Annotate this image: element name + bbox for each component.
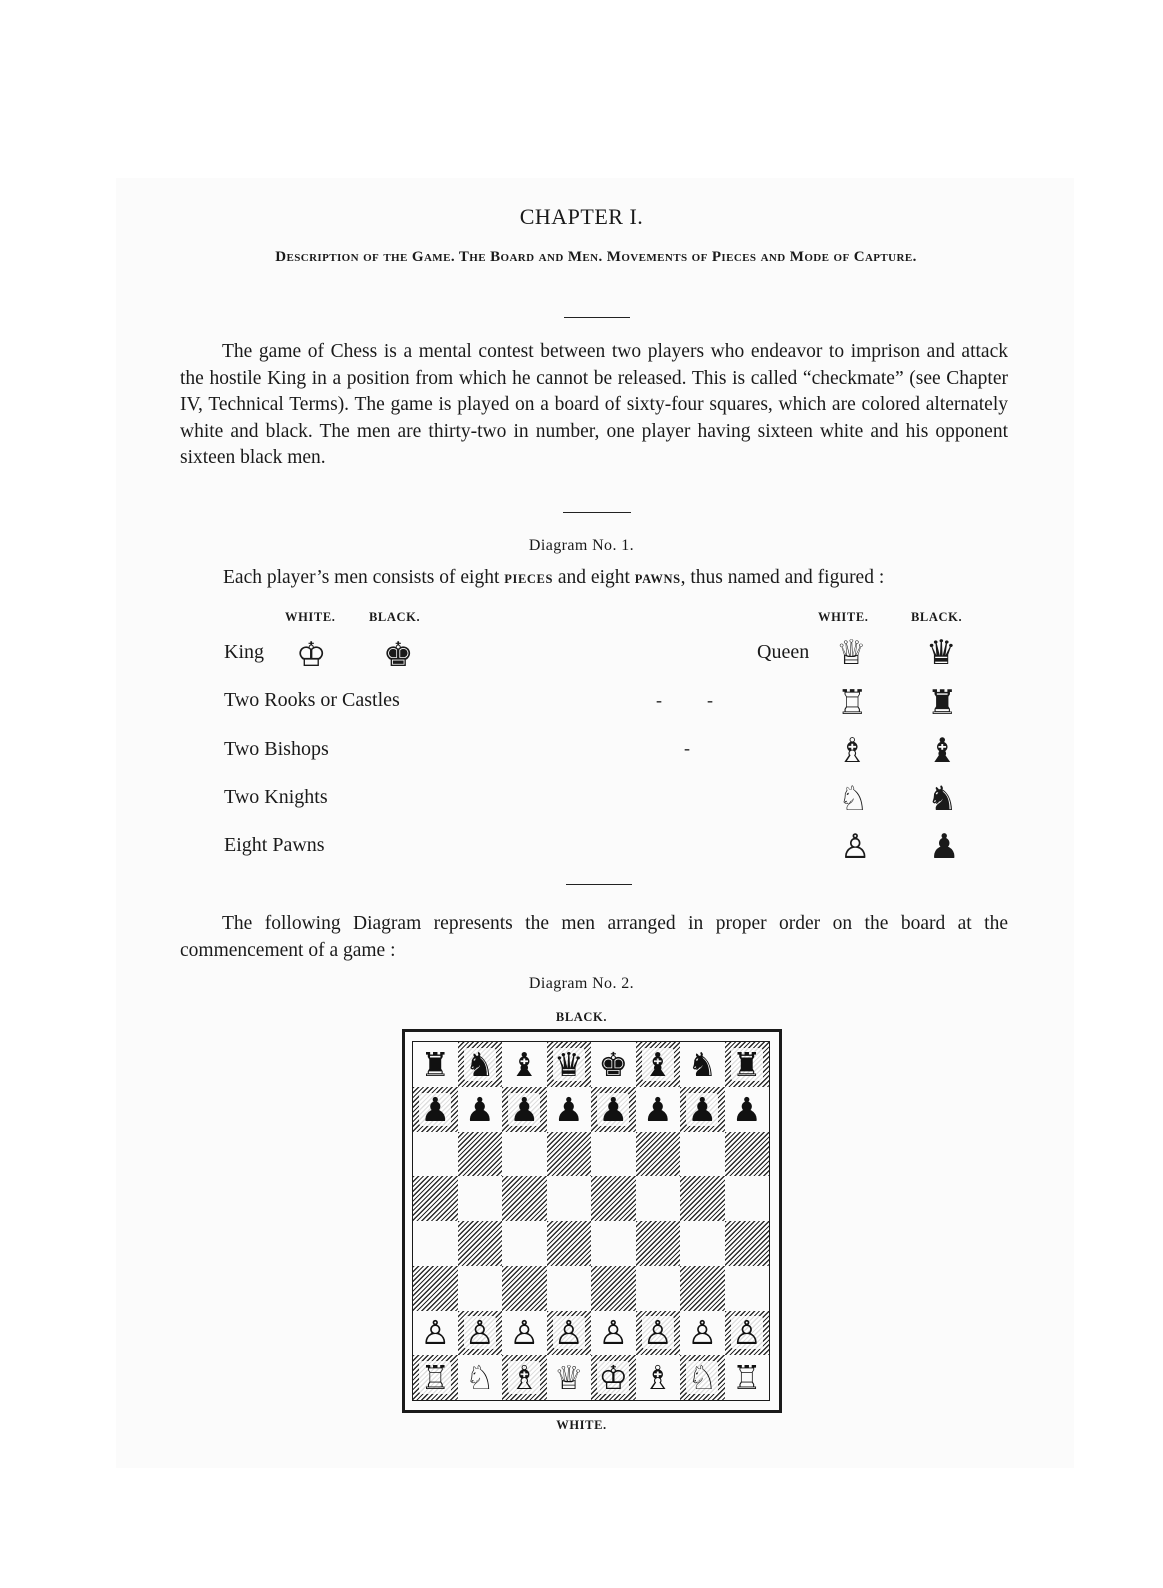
chess-piece-icon: ♙: [420, 1313, 451, 1353]
board-square-d3: [547, 1266, 592, 1311]
board-square-a1: [413, 1355, 458, 1400]
chess-piece-icon: ♘: [687, 1358, 718, 1398]
chess-piece-icon: ♟: [553, 1089, 584, 1129]
board-square-b2: [458, 1311, 503, 1356]
board-square-b7: [458, 1087, 503, 1132]
board-square-h7: [725, 1087, 770, 1132]
king-label: King: [224, 641, 264, 663]
chess-piece-icon: ♜: [731, 1044, 762, 1084]
board-square-e1: [591, 1355, 636, 1400]
board-square-e7: [591, 1087, 636, 1132]
board-square-d2: [547, 1311, 592, 1356]
black-pawn-icon: ♟: [929, 827, 960, 867]
chess-piece-icon: ♜: [420, 1044, 451, 1084]
white-bishop-icon: ♗: [837, 731, 868, 771]
pawns-label: Eight Pawns: [224, 834, 325, 856]
board-square-g8: [680, 1042, 725, 1087]
leader-dash: -: [684, 738, 690, 758]
arrangement-paragraph: The following Diagram represents the men arranged in proper order on the board at the commencement of a game :: [180, 913, 1008, 961]
board-square-c6: [502, 1132, 547, 1177]
black-bishop-icon: ♝: [927, 731, 958, 771]
chess-piece-icon: ♙: [642, 1313, 673, 1353]
board-square-b6: [458, 1132, 503, 1177]
board-square-f1: [636, 1355, 681, 1400]
chessboard: [412, 1041, 770, 1401]
board-square-a2: [413, 1311, 458, 1356]
column-header-white: WHITE.: [285, 610, 336, 624]
white-king-icon: ♔: [296, 635, 327, 675]
white-queen-icon: ♕: [836, 633, 867, 673]
chess-piece-icon: ♟: [509, 1089, 540, 1129]
chess-piece-icon: ♖: [420, 1358, 451, 1398]
board-square-f7: [636, 1087, 681, 1132]
chess-piece-icon: ♞: [687, 1044, 718, 1084]
chess-piece-icon: ♖: [731, 1358, 762, 1398]
board-square-e2: [591, 1311, 636, 1356]
black-rook-icon: ♜: [927, 683, 958, 723]
black-queen-icon: ♛: [926, 633, 957, 673]
board-square-f6: [636, 1132, 681, 1177]
chess-piece-icon: ♙: [598, 1313, 629, 1353]
white-pawn-icon: ♙: [840, 827, 871, 867]
chess-piece-icon: ♙: [509, 1313, 540, 1353]
divider: [564, 317, 630, 318]
board-square-a6: [413, 1132, 458, 1177]
board-square-h6: [725, 1132, 770, 1177]
board-square-c8: [502, 1042, 547, 1087]
board-square-g6: [680, 1132, 725, 1177]
divider: [563, 512, 631, 513]
chess-piece-icon: ♟: [420, 1089, 451, 1129]
chess-piece-icon: ♟: [687, 1089, 718, 1129]
board-square-f2: [636, 1311, 681, 1356]
board-square-h8: [725, 1042, 770, 1087]
leader-dash: -: [656, 690, 662, 710]
board-square-a3: [413, 1266, 458, 1311]
rooks-label: Two Rooks or Castles: [224, 689, 400, 711]
chess-piece-icon: ♟: [731, 1089, 762, 1129]
chess-piece-icon: ♚: [598, 1044, 629, 1084]
queen-label: Queen: [757, 641, 810, 663]
board-square-g3: [680, 1266, 725, 1311]
board-square-h4: [725, 1221, 770, 1266]
board-square-g2: [680, 1311, 725, 1356]
column-header-white: WHITE.: [818, 610, 869, 624]
chapter-title: CHAPTER I.: [519, 204, 644, 229]
divider: [566, 884, 632, 885]
board-square-b8: [458, 1042, 503, 1087]
black-knight-icon: ♞: [927, 779, 958, 819]
chess-piece-icon: ♛: [553, 1044, 584, 1084]
chess-piece-icon: ♙: [553, 1313, 584, 1353]
board-square-b5: [458, 1176, 503, 1221]
board-square-e3: [591, 1266, 636, 1311]
board-square-d7: [547, 1087, 592, 1132]
chess-piece-icon: ♝: [509, 1044, 540, 1084]
column-header-black: BLACK.: [911, 610, 963, 624]
white-rook-icon: ♖: [837, 683, 868, 723]
board-square-b4: [458, 1221, 503, 1266]
diagram-1-caption: Diagram No. 1.: [528, 537, 635, 554]
pieces-lead-sentence: Each player’s men consists of eight PIECES and eight PAWNS, thus named and figured :: [223, 567, 885, 588]
chess-piece-icon: ♟: [642, 1089, 673, 1129]
board-square-d4: [547, 1221, 592, 1266]
board-square-h2: [725, 1311, 770, 1356]
chess-piece-icon: ♟: [598, 1089, 629, 1129]
column-header-black: BLACK.: [369, 610, 421, 624]
board-square-c7: [502, 1087, 547, 1132]
board-square-a4: [413, 1221, 458, 1266]
leader-dash: -: [707, 690, 713, 710]
chess-piece-icon: ♗: [509, 1358, 540, 1398]
board-square-e4: [591, 1221, 636, 1266]
board-square-a8: [413, 1042, 458, 1087]
board-square-e5: [591, 1176, 636, 1221]
chess-piece-icon: ♞: [464, 1044, 495, 1084]
board-top-label: BLACK.: [555, 1010, 608, 1024]
board-square-g1: [680, 1355, 725, 1400]
board-square-g4: [680, 1221, 725, 1266]
chess-piece-icon: ♙: [687, 1313, 718, 1353]
board-square-a5: [413, 1176, 458, 1221]
white-knight-icon: ♘: [838, 779, 869, 819]
board-square-c3: [502, 1266, 547, 1311]
knights-label: Two Knights: [224, 786, 328, 808]
board-square-d5: [547, 1176, 592, 1221]
chess-piece-icon: ♘: [464, 1358, 495, 1398]
board-square-e8: [591, 1042, 636, 1087]
intro-paragraph: The game of Chess is a mental contest between two players who endeavor to imprison and attack the hostile King in a position from which he cannot be released. This is called “checkmate” (see Chapter IV, Technical Terms). The game is played on a board of sixty-four squares, which are colored alternately white and black. The men are thirty-two in number, one player having sixteen white and his opponent sixteen black men.: [180, 341, 1008, 469]
chess-piece-icon: ♙: [464, 1313, 495, 1353]
board-square-c5: [502, 1176, 547, 1221]
board-square-c1: [502, 1355, 547, 1400]
board-bottom-label: WHITE.: [556, 1418, 607, 1432]
board-square-f4: [636, 1221, 681, 1266]
black-king-icon: ♚: [383, 635, 414, 675]
board-square-a7: [413, 1087, 458, 1132]
chapter-subtitle: Description of the Game. The Board and Men. Movements of Pieces and Mode of Capture.: [275, 249, 917, 265]
board-square-f3: [636, 1266, 681, 1311]
board-square-d8: [547, 1042, 592, 1087]
board-square-b3: [458, 1266, 503, 1311]
board-square-h3: [725, 1266, 770, 1311]
chess-piece-icon: ♕: [553, 1358, 584, 1398]
chess-piece-icon: ♗: [642, 1358, 673, 1398]
board-square-e6: [591, 1132, 636, 1177]
board-square-c2: [502, 1311, 547, 1356]
chess-piece-icon: ♙: [731, 1313, 762, 1353]
diagram-2-caption: Diagram No. 2.: [528, 975, 635, 992]
board-square-f5: [636, 1176, 681, 1221]
bishops-label: Two Bishops: [224, 738, 329, 760]
chess-piece-icon: ♔: [598, 1358, 629, 1398]
board-square-d1: [547, 1355, 592, 1400]
board-square-f8: [636, 1042, 681, 1087]
board-square-d6: [547, 1132, 592, 1177]
board-square-g7: [680, 1087, 725, 1132]
chess-piece-icon: ♟: [464, 1089, 495, 1129]
board-square-b1: [458, 1355, 503, 1400]
board-square-h1: [725, 1355, 770, 1400]
board-square-h5: [725, 1176, 770, 1221]
board-square-c4: [502, 1221, 547, 1266]
chess-piece-icon: ♝: [642, 1044, 673, 1084]
board-square-g5: [680, 1176, 725, 1221]
